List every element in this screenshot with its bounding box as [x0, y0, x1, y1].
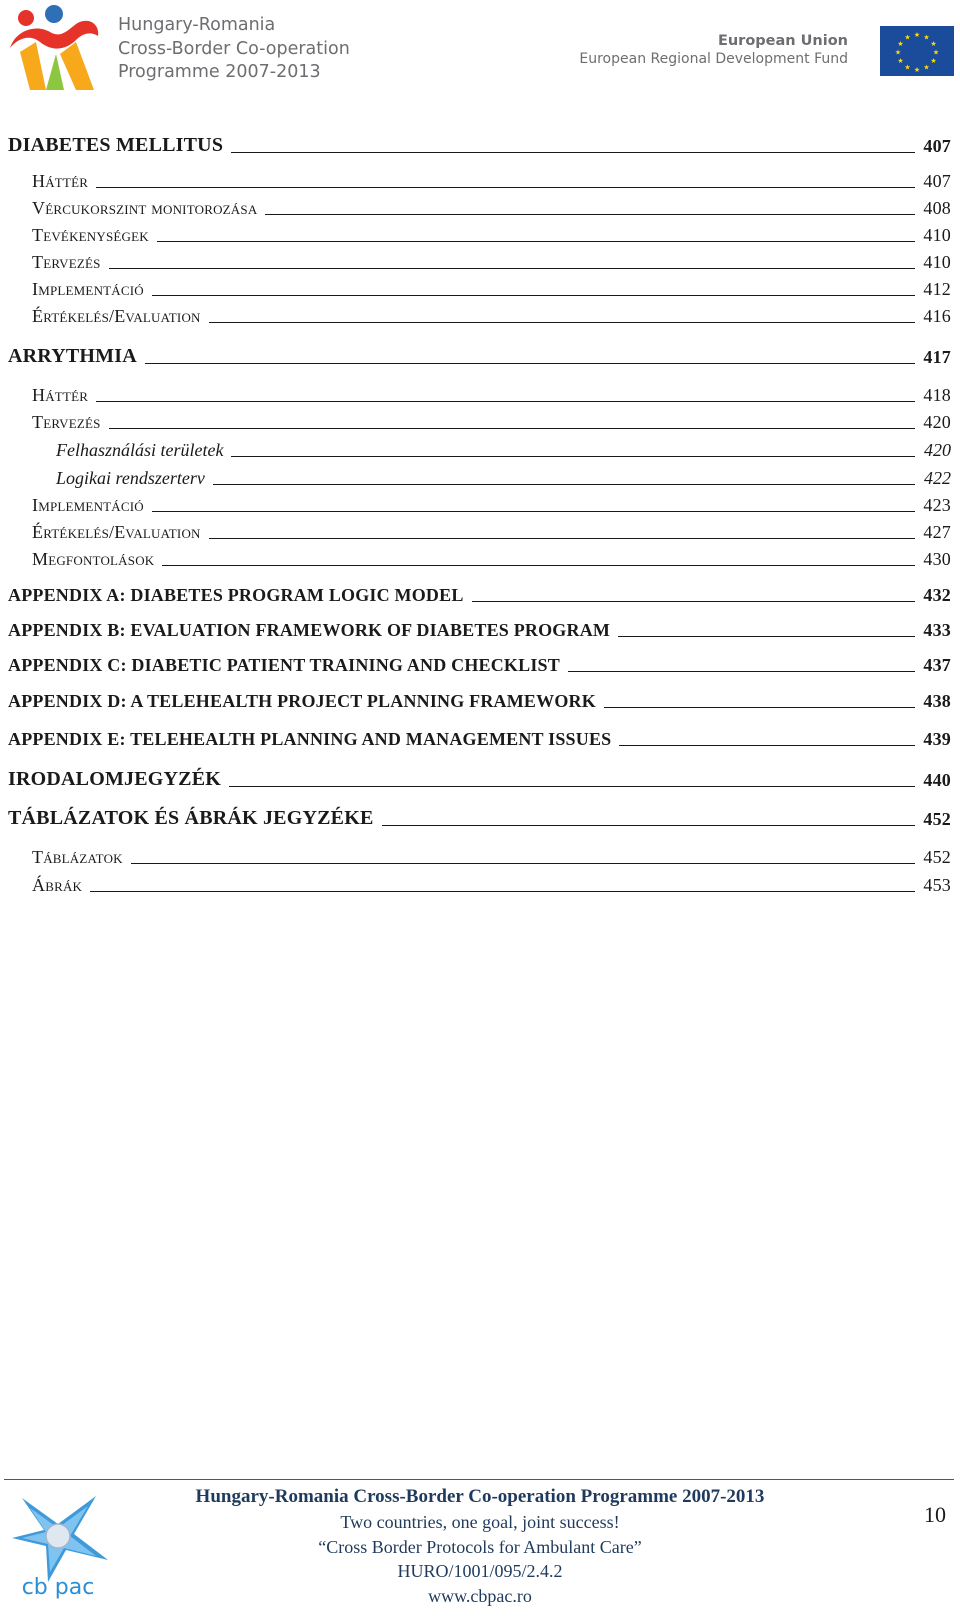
- toc-leader-line: [162, 565, 915, 566]
- toc-entry-page: 422: [924, 468, 951, 488]
- toc-entry-page: 418: [923, 385, 951, 405]
- toc-leader-line: [209, 538, 915, 539]
- toc-entry-title: Táblázatok: [32, 847, 123, 867]
- toc-entry-tevekenysegek[interactable]: [32, 225, 951, 246]
- toc-entry-page: 452: [923, 809, 951, 829]
- programme-line-2: Cross-Border Co-operation: [118, 38, 350, 59]
- toc-entry-arrythmia[interactable]: [8, 345, 951, 368]
- page-header: [0, 0, 960, 110]
- toc-entry-page: 407: [923, 171, 951, 191]
- footer-project: “Cross Border Protocols for Ambulant Care”: [318, 1536, 642, 1557]
- toc-entry-implementacio[interactable]: [32, 279, 951, 300]
- toc-leader-line: [229, 786, 915, 787]
- toc-entry-page: 452: [923, 847, 951, 867]
- toc-entry-title: APPENDIX E: TELEHEALTH PLANNING AND MANAGEMENT ISSUES: [8, 729, 612, 749]
- toc-leader-line: [382, 825, 915, 826]
- cbpac-star-icon: [8, 1490, 118, 1600]
- eu-title: European Union: [717, 33, 848, 49]
- toc-entry-title: Értékelés/Evaluation: [32, 522, 201, 542]
- toc-entry-page: 439: [923, 729, 951, 749]
- programme-line-1: Hungary-Romania: [118, 15, 276, 35]
- toc-entry-page: 410: [923, 225, 951, 245]
- toc-entry-title: TÁBLÁZATOK ÉS ÁBRÁK JEGYZÉKE: [8, 807, 374, 829]
- toc-entry-logikai-rendszerterv[interactable]: [56, 468, 951, 489]
- toc-leader-line: [109, 428, 915, 429]
- toc-leader-line: [568, 671, 915, 672]
- footer-divider: [4, 1479, 954, 1480]
- toc-entry-tablazatok[interactable]: [32, 847, 951, 868]
- toc-entry-tervezes[interactable]: [32, 412, 951, 433]
- eu-subtitle: European Regional Development Fund: [579, 51, 848, 67]
- toc-entry-page: 453: [923, 875, 951, 895]
- toc-entry-title: Háttér: [32, 385, 89, 405]
- toc-entry-appendix-e[interactable]: [8, 729, 951, 750]
- toc-leader-line: [604, 707, 915, 708]
- toc-entry-diabetes-mellitus[interactable]: [8, 134, 951, 157]
- toc-leader-line: [209, 322, 915, 323]
- svg-text:★: ★: [897, 57, 904, 65]
- toc-leader-line: [472, 601, 915, 602]
- svg-text:★: ★: [894, 48, 902, 57]
- toc-leader-line: [145, 363, 915, 364]
- toc-leader-line: [213, 484, 915, 485]
- toc-entry-page: 420: [924, 440, 951, 460]
- svg-text:★: ★: [904, 33, 911, 42]
- toc-entry-page: 420: [923, 412, 951, 432]
- toc-leader-line: [131, 863, 915, 864]
- toc-leader-line: [96, 401, 915, 402]
- toc-entry-title: IRODALOMJEGYZÉK: [8, 768, 222, 790]
- footer-programme: Hungary-Romania Cross-Border Co-operation Programme 2007-2013: [195, 1486, 765, 1507]
- toc-entry-hatter[interactable]: [32, 385, 951, 406]
- toc-entry-page: 416: [923, 306, 951, 326]
- toc-entry-page: 412: [923, 279, 951, 299]
- toc-entry-title: Tervezés: [32, 412, 101, 432]
- toc-entry-page: 417: [923, 347, 951, 367]
- toc-entry-tervezes[interactable]: [32, 252, 951, 273]
- toc-leader-line: [152, 511, 915, 512]
- svg-text:★: ★: [897, 40, 904, 48]
- toc-entry-page: 408: [923, 198, 951, 218]
- toc-entry-abrak[interactable]: [32, 875, 951, 896]
- toc-entry-title: APPENDIX C: DIABETIC PATIENT TRAINING AND CHECKLIST: [8, 655, 560, 675]
- toc-leader-line: [96, 187, 915, 188]
- toc-entry-page: 433: [923, 620, 951, 640]
- toc-entry-title: Tevékenységek: [32, 225, 149, 245]
- toc-entry-title: Ábrák: [32, 875, 83, 895]
- toc-entry-page: 427: [923, 522, 951, 542]
- toc-entry-title: Vércukorszint monitorozása: [32, 198, 258, 218]
- page-number: 10: [924, 1502, 946, 1527]
- toc-leader-line: [152, 295, 915, 296]
- eu-flag-icon: [880, 26, 954, 76]
- toc-entry-irodalomjegyzek[interactable]: [8, 768, 951, 791]
- svg-text:★: ★: [913, 66, 921, 74]
- toc-entry-title: APPENDIX B: EVALUATION FRAMEWORK OF DIABETES PROGRAM: [8, 620, 611, 640]
- toc-leader-line: [231, 456, 915, 457]
- toc-entry-page: 430: [923, 549, 951, 569]
- toc-entry-appendix-d[interactable]: [8, 691, 951, 712]
- toc-entry-felhasznalasi-teruletek[interactable]: [56, 440, 951, 461]
- toc-entry-title: DIABETES MELLITUS: [8, 134, 224, 156]
- toc-entry-page: 437: [923, 655, 951, 675]
- toc-entry-title: Tervezés: [32, 252, 101, 272]
- toc-entry-implementacio[interactable]: [32, 495, 951, 516]
- toc-leader-line: [618, 636, 915, 637]
- footer-info: [180, 1484, 780, 1608]
- toc-leader-line: [90, 891, 915, 892]
- toc-entry-title: Implementáció: [32, 279, 144, 299]
- toc-entry-title: Implementáció: [32, 495, 144, 515]
- toc-entry-tablazatok-es-abrak[interactable]: [8, 807, 951, 830]
- toc-entry-appendix-c[interactable]: [8, 655, 951, 676]
- toc-entry-title: Háttér: [32, 171, 89, 191]
- footer-slogan: Two countries, one goal, joint success!: [340, 1512, 620, 1532]
- svg-text:★: ★: [904, 63, 911, 72]
- svg-text:★: ★: [932, 48, 940, 57]
- toc-entry-page: 438: [923, 691, 951, 711]
- toc-leader-line: [231, 152, 915, 153]
- toc-leader-line: [265, 214, 915, 215]
- toc-entry-page: 410: [923, 252, 951, 272]
- toc-entry-ertekeles[interactable]: [32, 306, 951, 327]
- toc-entry-page: 407: [923, 136, 951, 156]
- toc-entry-title: APPENDIX A: DIABETES PROGRAM LOGIC MODEL: [8, 585, 464, 605]
- cbpac-logo: [8, 1490, 118, 1600]
- toc-entry-title: APPENDIX D: A TELEHEALTH PROJECT PLANNING FRAMEWORK: [8, 691, 596, 711]
- toc-entry-title: Felhasználási területek: [56, 440, 224, 460]
- programme-name: [118, 14, 350, 85]
- programme-line-3: Programme 2007-2013: [118, 62, 321, 82]
- toc-entry-ertekeles[interactable]: [32, 522, 951, 543]
- toc-entry-vercukorszint[interactable]: [32, 198, 951, 219]
- toc-entry-appendix-b[interactable]: [8, 620, 951, 641]
- toc-entry-hatter[interactable]: [32, 171, 951, 192]
- hungary-romania-programme-logo: [6, 2, 106, 94]
- toc-entry-megfontolasok[interactable]: [32, 549, 951, 570]
- toc-entry-page: 423: [923, 495, 951, 515]
- toc-leader-line: [157, 241, 915, 242]
- footer-website[interactable]: www.cbpac.ro: [428, 1585, 532, 1606]
- toc-entry-appendix-a[interactable]: [8, 585, 951, 606]
- eu-label: [579, 32, 848, 68]
- toc-leader-line: [109, 268, 915, 269]
- toc-entry-title: ARRYTHMIA: [8, 345, 137, 367]
- svg-text:★: ★: [930, 40, 937, 48]
- cbpac-logo-text: cb pac: [21, 1575, 95, 1600]
- svg-text:★: ★: [913, 31, 921, 39]
- svg-text:★: ★: [923, 63, 930, 72]
- toc-entry-page: 440: [923, 770, 951, 790]
- toc-entry-title: Értékelés/Evaluation: [32, 306, 201, 326]
- toc-entry-title: Logikai rendszerterv: [56, 468, 205, 488]
- svg-text:★: ★: [923, 33, 930, 42]
- footer-code: HURO/1001/095/2.4.2: [397, 1561, 563, 1581]
- svg-text:★: ★: [930, 57, 937, 65]
- toc-entry-page: 432: [923, 585, 951, 605]
- toc-leader-line: [619, 745, 915, 746]
- toc-entry-title: Megfontolások: [32, 549, 155, 569]
